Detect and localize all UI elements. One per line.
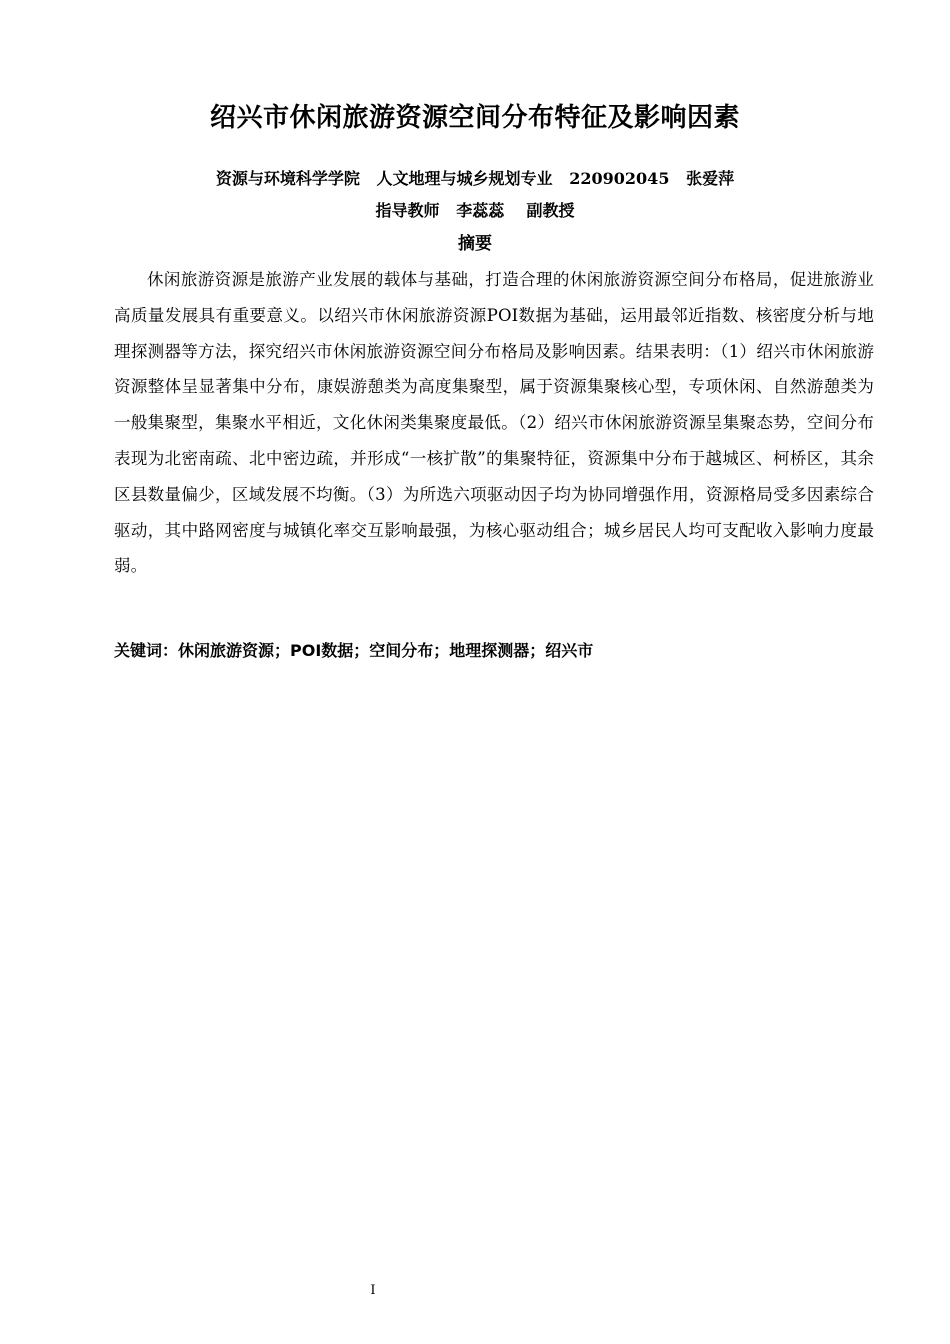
advisor-line: 指导教师 李蕊蕊 副教授: [375, 201, 575, 220]
abstract-body: 休闲旅游资源是旅游产业发展的载体与基础，打造合理的休闲旅游资源空间分布格局，促进旅游业高质量发展具有重要意义。以绍兴市休闲旅游资源POI数据为基础，运用最邻近指数、核密度分析与地理探测器等方法，探究绍兴市休闲旅游资源空间分布格局及影响因素。结果表明：（1）绍兴市休闲旅游资源整体呈显著集中分布，康娱游憩类为高度集聚型，属于资源集聚核心型，专项休闲、自然游憩类为一般集聚型，集聚水平相近，文化休闲类集聚度最低。（2）绍兴市休闲旅游资源呈集聚态势，空间分布表现为北密南疏、北中密边疏，并形成“一核扩散”的集聚特征，资源集中分布于越城区、柯桥区，其余区县数量偏少，区域发展不均衡。（3）为所选六项驱动因子均为协同增强作用，资源格局受多因素综合驱动，其中路网密度与城镇化率交互影响最强，为核心驱动组合；城乡居民人均可支配收入影响力度最弱。: [114, 270, 874, 576]
keywords-line: 关键词：休闲旅游资源；POI数据；空间分布；地理探测器；绍兴市: [114, 641, 594, 660]
abstract-heading: 摘要: [458, 234, 492, 254]
page-number: I: [370, 1283, 376, 1298]
paper-title: 绍兴市休闲旅游资源空间分布特征及影响因素: [209, 103, 740, 133]
author-line: 资源与环境科学学院 人文地理与城乡规划专业 220902045 张爱萍: [215, 169, 735, 188]
